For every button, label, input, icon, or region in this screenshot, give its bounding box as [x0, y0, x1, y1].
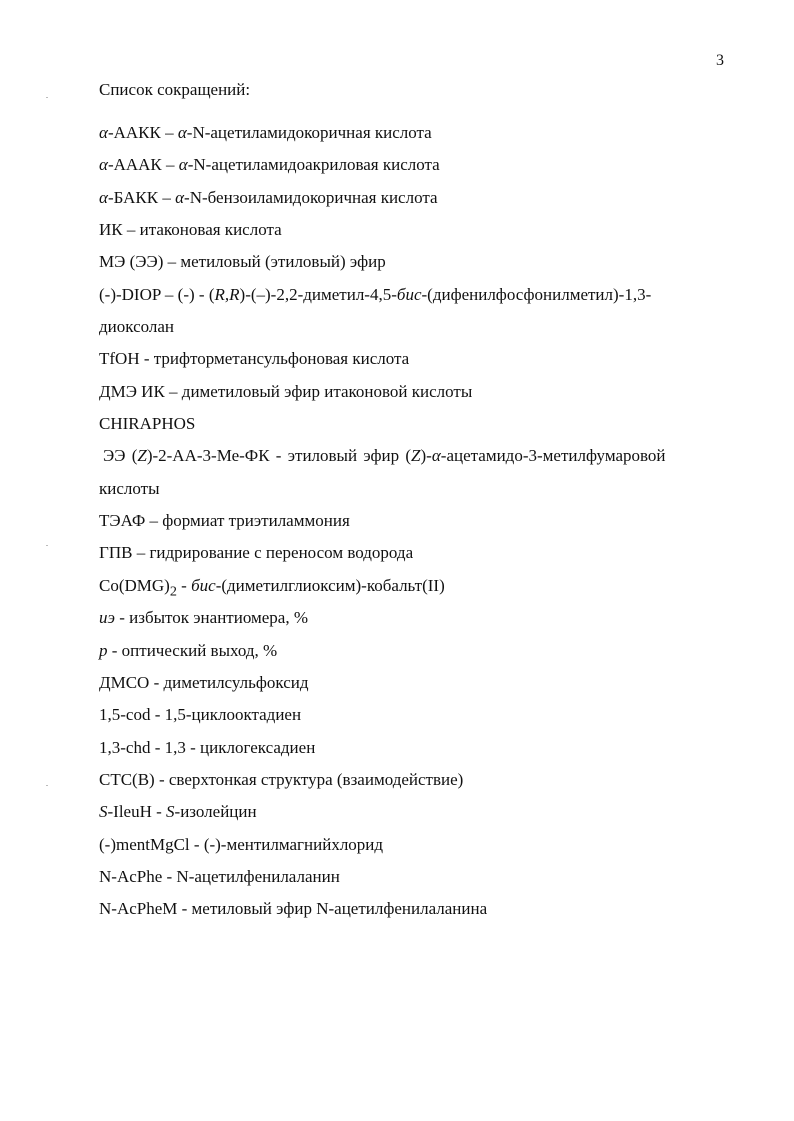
abbrev-item-ileu: S-IleuH - S-изолейцин: [99, 802, 257, 822]
abbrev-item-chiraphos: CHIRAPHOS: [99, 414, 196, 434]
page-number: 3: [716, 52, 724, 69]
abbrev-item-co-dmg: $Co(DMG)_2$ - бис-(диметилглиоксим)-кобальт(II): [99, 575, 445, 600]
abbrev-item-dme: ДМЭ ИК – диметиловый эфир итаконовой кислоты: [99, 381, 473, 401]
abbrev-item-chd: 1,3-chd - 1,3 - циклогексадиен: [99, 737, 316, 757]
abbrev-item-acphem: N-AcPheM - метиловый эфир N-ацетилфенилаланина: [99, 899, 488, 919]
scan-artifact: [46, 785, 48, 786]
abbrev-item-sts: СТС(В) - сверхтонкая структура (взаимодействие): [99, 769, 464, 789]
scan-artifact: [46, 97, 48, 98]
abbrev-item-gpv: ГПВ – гидрирование с переносом водорода: [99, 543, 414, 563]
scan-artifact: [46, 545, 48, 546]
abbrev-item-diop: (-)-DIOP – (-) - (R,R)-(–)-2,2-диметил-4,5-бис-(дифенилфосфонилметил)-1,3- диоксолан: [99, 284, 652, 337]
abbrev-item-aaak: α-АААК – α-N-ацетиламидоакриловая кислота: [99, 155, 440, 175]
abbrev-item-aakk: α-ААКК – α-N-ацетиламидокоричная кислота: [99, 123, 432, 142]
abbreviation-list: [99, 121, 739, 930]
abbrev-item-bakk: α-БАКК – α-N-бензоиламидокоричная кислота: [99, 187, 438, 207]
abbrev-item-ik: ИК – итаконовая кислота: [99, 220, 282, 240]
abbrev-item-ee: ЭЭ (Z)-2-АА-3-Ме-ФК - этиловый эфир (Z)-α-ацетамидо-3-метилфумаровой кислоты: [99, 446, 666, 498]
abbrev-item-acphe: N-AcPhe - N-ацетилфенилаланин: [99, 866, 340, 886]
abbrev-item-ment: (-)mentMgCl - (-)-ментилмагнийхлорид: [99, 834, 384, 854]
abbrev-item-ie: иэ - избыток энантиомера, %: [99, 608, 309, 628]
page-heading: Список сокращений:: [99, 80, 251, 99]
abbrev-item-teaf: ТЭАФ – формиат триэтиламмония: [99, 511, 350, 531]
abbrev-item-tfoh: TfOH - трифторметансульфоновая кислота: [99, 349, 410, 369]
abbrev-item-cod: 1,5-cod - 1,5-циклооктадиен: [99, 705, 302, 725]
abbrev-item-me: МЭ (ЭЭ) – метиловый (этиловый) эфир: [99, 252, 386, 272]
abbrev-item-dmso: ДМСО - диметилсульфоксид: [99, 672, 309, 692]
abbrev-item-p: p - оптический выход, %: [99, 640, 278, 660]
